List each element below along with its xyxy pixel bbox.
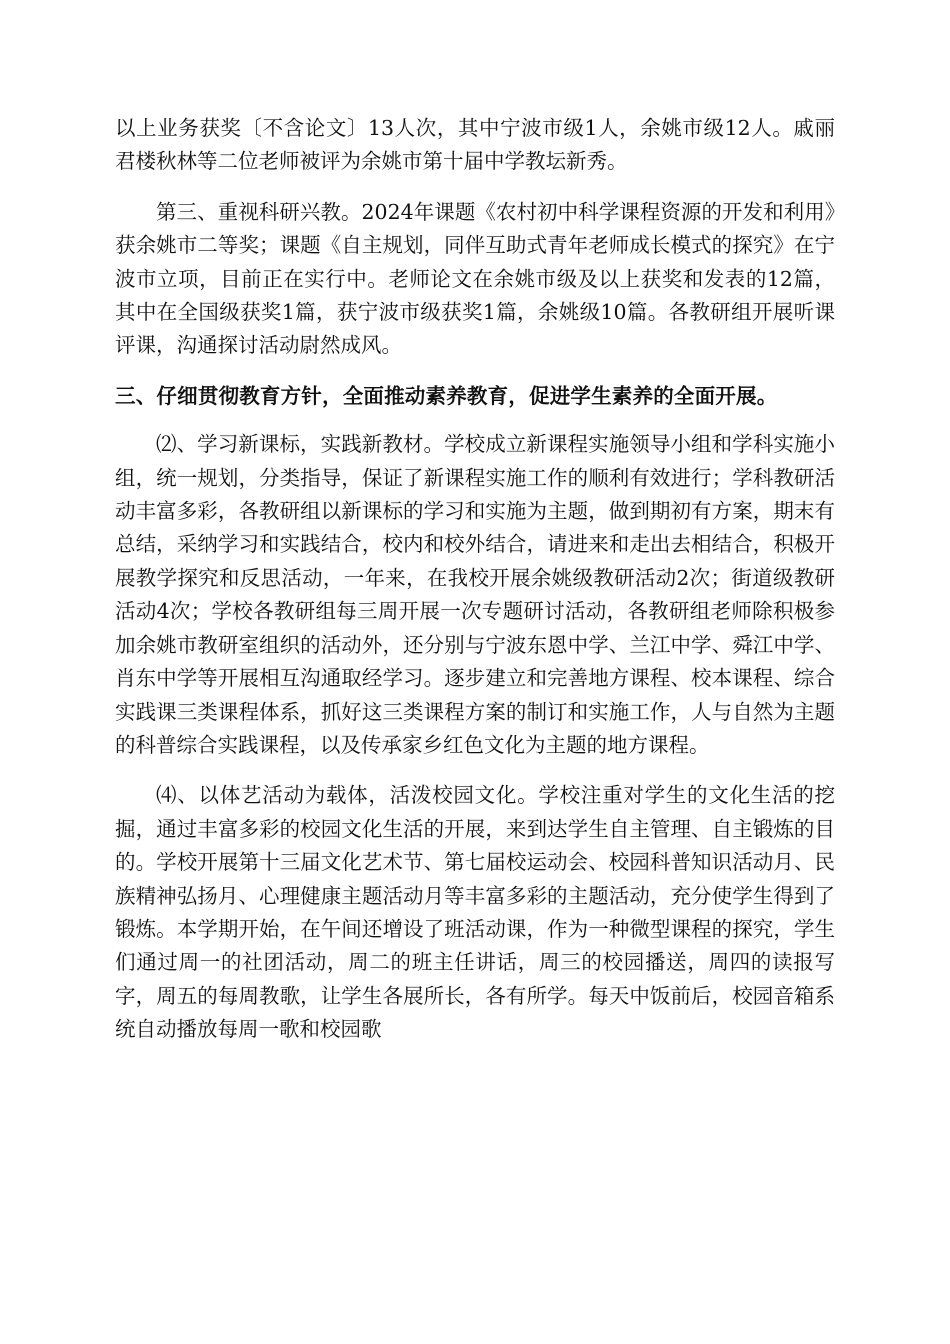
paragraph-awards: 以上业务获奖〔不含论文〕13人次，其中宁波市级1人，余姚市级12人。戚丽君楼秋林等二位老师被评为余姚市第十届中学教坛新秀。 bbox=[115, 116, 835, 174]
document-page bbox=[115, 112, 835, 1047]
section-heading-three: 三、仔细贯彻教育方针，全面推动素养教育，促进学生素养的全面开展。 bbox=[115, 383, 778, 408]
paragraph-new-curriculum: ⑵、学习新课标，实践新教材。学校成立新课程实施领导小组和学科实施小组，统一规划，分类指导，保证了新课程实施工作的顺利有效进行；学科教研活动丰富多彩，各教研组以新课标的学习和实施为主题，做到期初有方案，期末有总结，采纳学习和实践结合，校内和校外结合，请进来和走出去相结合，积极开展教学探究和反思活动，一年来，在我校开展余姚级教研活动2次；街道级教研活动4次；学校各教研组每三周开展一次专题研讨活动，各教研组老师除积极参加余姚市教研室组织的活动外，还分别与宁波东恩中学、兰江中学、舜江中学、肖东中学等开展相互沟通取经学习。逐步建立和完善地方课程、校本课程、综合实践课三类课程体系，抓好这三类课程方案的制订和实施工作，人与自然为主题的科普综合实践课程，以及传承家乡红色文化为主题的地方课程。 bbox=[115, 432, 835, 757]
paragraph-campus-culture: ⑷、以体艺活动为载体，活泼校园文化。学校注重对学生的文化生活的挖掘，通过丰富多彩的校园文化生活的开展，来到达学生自主管理、自主锻炼的目的。学校开展第十三届文化艺术节、第七届校运动会、校园科普知识活动月、民族精神弘扬月、心理健康主题活动月等丰富多彩的主题活动，充分使学生得到了锻炼。本学期开始，在午间还增设了班活动课，作为一种微型课程的探究，学生们通过周一的社团活动，周二的班主任讲话，周三的校园播送，周四的读报写字，周五的每周教歌，让学生各展所长，各有所学。每天中饭前后，校园音箱系统自动播放每周一歌和校园歌 bbox=[115, 783, 835, 1042]
paragraph-research: 第三、重视科研兴教。2024年课题《农村初中科学课程资源的开发和利用》获余姚市二等奖；课题《自主规划，同伴互助式青年老师成长模式的探究》在宁波市立项，目前正在实行中。老师论文在余姚市级及以上获奖和发表的12篇，其中在全国级获奖1篇，获宁波市级获奖1篇，余姚级10篇。各教研组开展听课评课，沟通探讨活动尉然成风。 bbox=[115, 199, 835, 358]
